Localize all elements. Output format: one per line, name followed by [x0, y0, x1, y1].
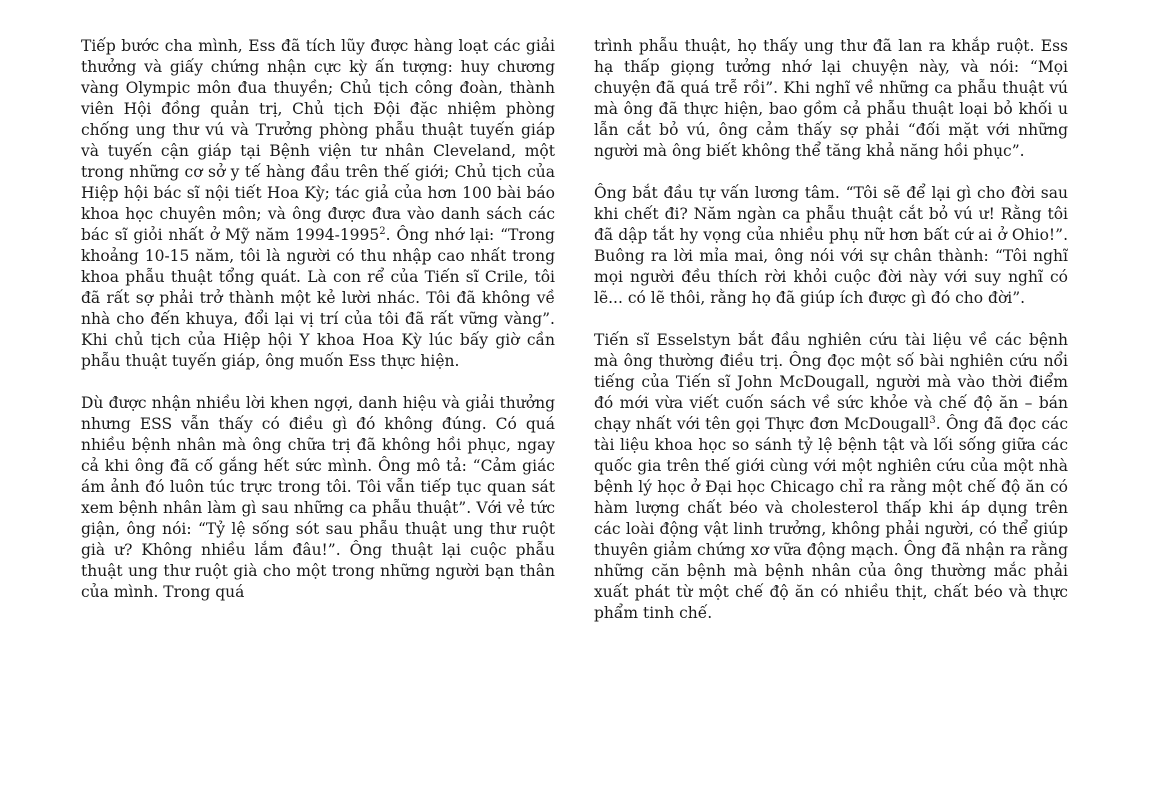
- paragraph: [81, 36, 555, 372]
- paragraph: trình phẫu thuật, họ thấy ung thư đã lan ra khắp ruột. Ess hạ thấp giọng tưởng nhớ lại chuyện này, và nói: “Mọi chuyện đã quá trễ rồi”. Khi nghĩ về những ca phẫu thuật vú mà ông đã thực hiện, bao gồm cả phẫu thuật loại bỏ khối u lẫn cắt bỏ vú, ông cảm thấy sợ phải “đối mặt với những người mà ông biết không thể tăng khả năng hồi phục”.: [594, 37, 1068, 160]
- paragraph: [594, 330, 1068, 624]
- paragraph-text: . Ông nhớ lại: “Trong khoảng 10-15 năm, tôi là người có thu nhập cao nhất trong khoa phẫu thuật tổng quát. Là con rể của Tiến sĩ Crile, tôi đã rất sợ phải trở thành một kẻ lười nhác. Tôi đã không về nhà cho đến khuya, đổi lại vị trí của tôi đã rất vững vàng”. Khi chủ tịch của Hiệp hội Y khoa Hoa Kỳ lúc bấy giờ cần phẫu thuật tuyến giáp, ông muốn Ess thực hiện.: [81, 226, 555, 370]
- paragraph: Dù được nhận nhiều lời khen ngợi, danh hiệu và giải thưởng nhưng ESS vẫn thấy có điều gì đó không đúng. Có quá nhiều bệnh nhân mà ông chữa trị đã không hồi phục, ngay cả khi ông đã cố gắng hết sức mình. Ông mô tả: “Cảm giác ám ảnh đó luôn túc trực trong tôi. Tôi vẫn tiếp tục quan sát xem bệnh nhân làm gì sau những ca phẫu thuật”. Với vẻ tức giận, ông nói: “Tỷ lệ sống sót sau phẫu thuật ung thư ruột già ư? Không nhiều lắm đâu!”. Ông thuật lại cuộc phẫu thuật ung thư ruột già cho một trong những người bạn thân của mình. Trong quá: [81, 394, 555, 601]
- left-column: [81, 36, 555, 624]
- paragraph-text: Tiếp bước cha mình, Ess đã tích lũy được hàng loạt các giải thưởng và giấy chứng nhận cực kỳ ấn tượng: huy chương vàng Olympic môn đua thuyền; Chủ tịch công đoàn, thành viên Hội đồng quản trị, Chủ tịch Đội đặc nhiệm phòng chống ung thư vú và Trưởng phòng phẫu thuật tuyến giáp và tuyến cận giáp tại Bệnh viện tư nhân Cleveland, một trong những cơ sở y tế hàng đầu trên thế giới; Chủ tịch của Hiệp hội bác sĩ nội tiết Hoa Kỳ; tác giả của hơn 100 bài báo khoa học chuyên môn; và ông được đưa vào danh sách các bác sĩ giỏi nhất ở Mỹ năm 1994-1995: [81, 37, 555, 244]
- footnote-marker: 2: [379, 225, 386, 237]
- footnote-marker: 3: [929, 414, 936, 426]
- right-column: [594, 36, 1068, 645]
- paragraph-text: Tiến sĩ Esselstyn bắt đầu nghiên cứu tài liệu về các bệnh mà ông thường điều trị. Ông đọc một số bài nghiên cứu nổi tiếng của Tiến sĩ John McDougall, người mà vào thời điểm đó mới vừa viết cuốn sách về sức khỏe và chế độ ăn – bán chạy nhất với tên gọi Thực đơn McDougall: [594, 331, 1068, 433]
- paragraph-text: . Ông đã đọc các tài liệu khoa học so sánh tỷ lệ bệnh tật và lối sống giữa các quốc gia trên thế giới cùng với một nghiên cứu của một nhà bệnh lý học ở Đại học Chicago chỉ ra rằng một chế độ ăn có hàm lượng chất béo và cholesterol thấp khi áp dụng trên các loài động vật linh trưởng, không phải người, có thể giúp thuyên giảm chứng xơ vữa động mạch. Ông đã nhận ra rằng những căn bệnh mà bệnh nhân của ông thường mắc phải xuất phát từ một chế độ ăn có nhiều thịt, chất béo và thực phẩm tinh chế.: [594, 415, 1069, 622]
- paragraph: Ông bắt đầu tự vấn lương tâm. “Tôi sẽ để lại gì cho đời sau khi chết đi? Năm ngàn ca phẫu thuật cắt bỏ vú ư! Rằng tôi đã dập tắt hy vọng của nhiều phụ nữ hơn bất cứ ai ở Ohio!”. Buông ra lời mỉa mai, ông nói với sự chân thành: “Tôi nghĩ mọi người đều thích rời khỏi cuộc đời này với suy nghĩ có lẽ... có lẽ thôi, rằng họ đã giúp ích được gì đó cho đời”.: [594, 184, 1068, 307]
